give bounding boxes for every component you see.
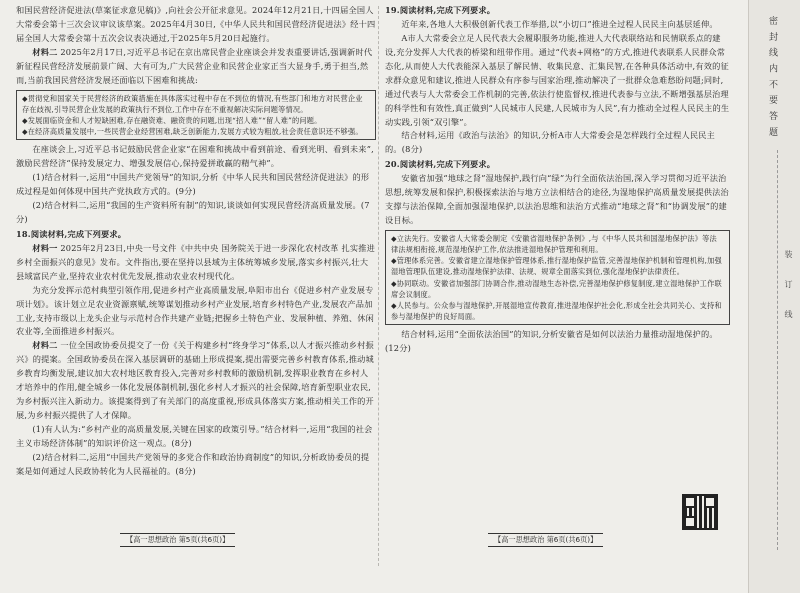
- right-page: [385, 4, 730, 356]
- material-18-1: [16, 242, 376, 284]
- box-line: ◆贯彻党和国家关于民营经济的政策措施在具体落实过程中存在不到位的情况,有些部门和地方对民营企业存在歧视,引导民营企业发展的政策执行不到位,工作中存在不重视解决实际问题等情况。: [22, 93, 363, 114]
- wetland-measures-box: [385, 230, 730, 325]
- question-17-2: (2)结合材料二,运用“我国的生产资料所有制”的知识,谈谈如何实现民营经济高质量发展。(7分): [16, 200, 370, 224]
- page-footer-left: 【高一思想政治 第5页(共6页)】: [120, 533, 235, 547]
- question-19-task: 结合材料,运用《政治与法治》的知识,分析A市人大常委会是怎样践行全过程人民民主的。(8分): [385, 130, 716, 155]
- seal-line-notice: 密 封 线 内 不 要 答 题: [767, 16, 777, 139]
- question-20-task: 结合材料,运用“全面依法治国”的知识,分析安徽省是如何以法治力量推动湿地保护的。(12分): [385, 329, 718, 354]
- left-page: [16, 4, 376, 479]
- question-17-1: (1)结合材料一,运用“中国共产党领导”的知识,分析《中华人民共和国民营经济促进法》的形成过程是如何体现中国共产党执政方式的。(9分): [16, 172, 370, 197]
- material-18-2: [16, 339, 376, 423]
- question-18-1: (1)有人认为:“乡村产业的高质量发展,关键在国家的政策引导。”结合材料一,运用“我国的社会主义市场经济体制”的知识评价这一观点。(8分): [16, 424, 373, 448]
- challenges-box: [16, 90, 376, 141]
- question-20-heading: 20.阅读材料,完成下列要求。: [385, 159, 496, 170]
- question-19-material: A市人大常委会立足人民代表大会履职服务功能,推进人大代表联络站和民情联系点的建设,充分发挥人大代表的桥梁和纽带作用。通过“代表+网格”的方式,推进代表联系人民群众常态化,从而使人大代表能深入基层了解民情、收集民意、汇集民智,在各种具体活动中,有效的征求群众意见和建议,推进人民群众有序参与国家治理,推动解决了一批群众急难愁盼问题;同时,通过代表与人大常委会工作机制的完善,依法行使监督权,推进代表参与立法,不断增强基层治理的科学性和有效性,真正做到“人民城市人民建,人民城市为人民”,有力推动全过程人民民主的生动实践,引领“双引擎”。: [385, 32, 730, 127]
- question-20-material: 安徽省加强“地球之肾”湿地保护,践行向“绿”为行全面依法治国,深入学习贯彻习近平法治思想,统筹发展和保护,积极探索法治与地方立法相结合的途径,为湿地保护高质量发展提供法治支撑与法治保障,全面加强湿地保护,以法治思维和法治方式推动“地球之肾”和“协调发展”的建设目标。: [385, 173, 729, 226]
- material-text: 一位全国政协委员提交了一份《关于构建乡村“终身学习”体系,以人才振兴推动乡村振兴》的提案。全国政协委员在深入基层调研的基础上形成提案,提出需要完善乡村教育体系,推动城乡教育均衡发展,建议加大农村地区教育投入,完善对乡村教师的激励机制,发挥职业教育在乡村人才培养中的作用,健全城乡一体化发展体制机制,强化乡村人才振兴的社会保障,培育新型职业农民,为乡村振兴注入新动力。该提案得到了有关部门的高度重视,形成具体落实方案,推动相关工作的开展,为乡村振兴提供了人才保障。: [16, 340, 374, 421]
- box-line: ◆管理体系完善。安徽省建立湿地保护管理体系,推行湿地保护监管,完善湿地保护机制和管理机构,加强湿地管理队伍建设,推动湿地保护法律、法规、规章全面落实到位,强化湿地保护法律责任。: [391, 256, 722, 277]
- material-18-1b: 为充分发挥示范村典型引领作用,促进乡村产业高质量发展,阜阳市出台《促进乡村产业发展专项计划》。该计划立足农业资源禀赋,统筹谋划推动乡村产业发展,培育乡村特色产业,发展农产品加工业,支持市级以上龙头企业与示范村合作共建产业链;把握乡土特色产业、发展种植、养殖、休闲农业等,全面推进乡村振兴。: [16, 284, 375, 337]
- box-line: ◆发展面临资金和人才短缺困难,存在融资难、融资贵的问题,出现“招人难”“留人难”的问题。: [22, 115, 322, 125]
- material-text: 2025年2月17日,习近平总书记在京出席民营企业座谈会并发表重要讲话,强调新时代新征程民营经济发展前景广阔、大有可为,广大民营企业和民营企业家正当大显身手,勇于担当,然而,当前我国民营经济发展还面临以下困难和挑战:: [16, 46, 373, 85]
- material-2-paragraph: [16, 46, 376, 88]
- qr-code-icon: [682, 494, 718, 530]
- question-19-intro: 近年来,各地人大积极创新代表工作举措,以“小切口”推进全过程人民民主向基层延伸。: [401, 18, 718, 29]
- binding-line-label: 装订线: [784, 250, 793, 340]
- binding-margin: [748, 0, 800, 593]
- question-19-heading: 19.阅读材料,完成下列要求。: [385, 5, 496, 15]
- intro-paragraph: 和国民营经济促进法(草案征求意见稿)》,向社会公开征求意见。2024年12月21日,十四届全国人大常委会第十三次会议审议该草案。2025年4月30日,《中华人民共和国民营经济促进法》经十四届全国人大常委会第十五次会议表决通过,于2025年5月20日起施行。: [16, 5, 376, 43]
- seal-line: [777, 150, 778, 550]
- box-line: ◆协同联动。安徽省加强部门协调合作,推动湿地生态补偿,完善湿地保护修复制度,建立湿地保护工作联席会议制度。: [391, 278, 722, 299]
- page-footer-right: 【高一思想政治 第6页(共6页)】: [488, 533, 603, 547]
- box-line: ◆在经济高质量发展中,一些民营企业经营困难,缺乏创新能力,发展方式较为粗放,社会责任意识还不够强。: [22, 127, 363, 137]
- material-text: 2025年2月23日,中央一号文件《中共中央 国务院关于进一步深化农村改革 扎实推进乡村全面振兴的意见》发布。文件指出,要在坚持以县域为主体统筹城乡发展,落实乡村振兴,壮大县域富民产业,坚持农业农村优先发展,推动农业农村现代化。: [16, 242, 376, 281]
- box-line: ◆立法先行。安徽省人大常委会制定《安徽省湿地保护条例》,与《中华人民共和国湿地保护法》等法律法规相衔接,规范湿地保护工作,依法推进湿地保护管理和利用。: [391, 234, 717, 255]
- question-18-heading: 18.阅读材料,完成下列要求。: [16, 228, 127, 239]
- material-label: 材料二: [32, 340, 58, 351]
- page-divider: [378, 6, 379, 566]
- material-label: 材料二: [32, 46, 58, 57]
- question-18-2: (2)结合材料二,运用“中国共产党领导的多党合作和政治协商制度”的知识,分析政协委员的提案是如何通过人民政协转化为人民福祉的。(8分): [16, 451, 370, 476]
- material-label: 材料一: [32, 242, 58, 253]
- box-line: ◆人民参与。公众参与湿地保护,开展湿地宣传教育,推进湿地保护社会化,形成全社会共同关心、支持和参与湿地保护的良好局面。: [391, 300, 722, 322]
- after-box-paragraph: 在座谈会上,习近平总书记鼓励民营企业家“在困难和挑战中看到前途、看到光明、看到未来”,激励民营经济“保持发展定力、增强发展信心,保持爱拼敢赢的精气神”。: [16, 144, 374, 169]
